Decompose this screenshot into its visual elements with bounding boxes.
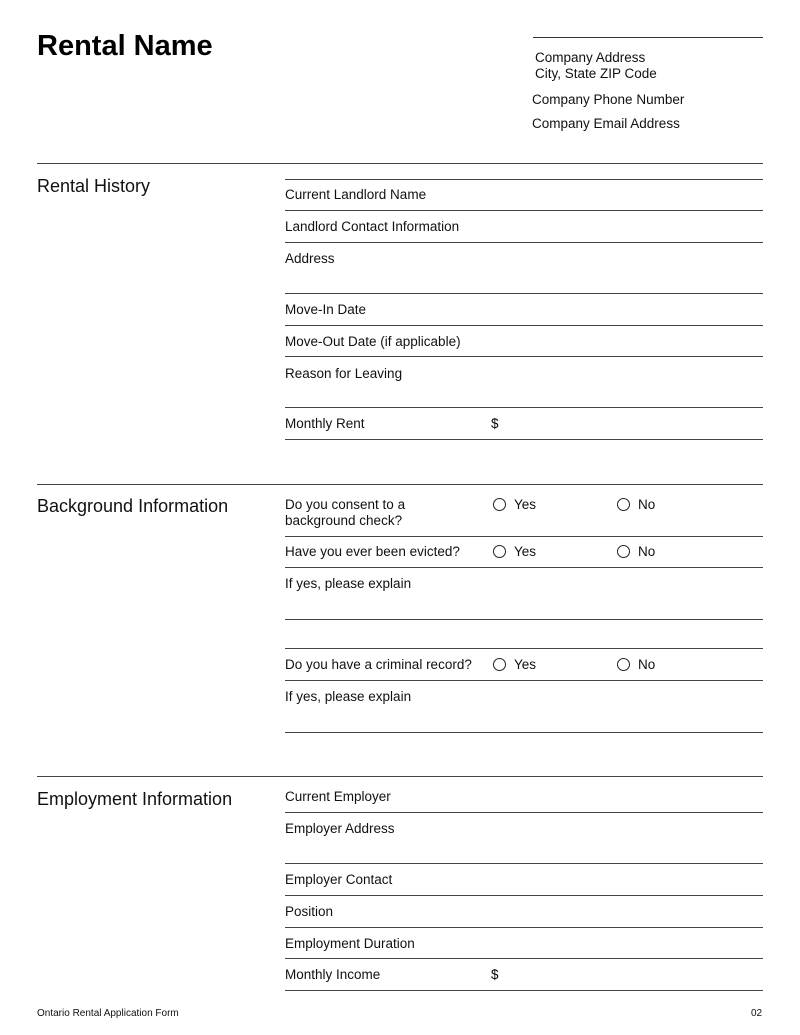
criminal-explain-field[interactable] [285, 732, 763, 733]
reason-field[interactable] [285, 407, 763, 408]
evicted-yes-radio[interactable] [493, 545, 506, 558]
section-divider-employment [37, 776, 763, 777]
section-title-rental-history: Rental History [37, 176, 151, 196]
monthly-rent-field[interactable] [285, 439, 763, 440]
consent-question-line1: Do you consent to a [285, 497, 406, 512]
evicted-question: Have you ever been evicted? [285, 544, 460, 559]
monthly-income-field[interactable] [285, 990, 763, 991]
field-rule [285, 179, 763, 180]
position-label: Position [285, 904, 334, 919]
company-city-state-zip: City, State ZIP Code [535, 66, 657, 81]
position-field[interactable] [285, 927, 763, 928]
duration-label: Employment Duration [285, 936, 415, 951]
consent-yes-label: Yes [514, 497, 537, 512]
section-divider-background [37, 484, 763, 485]
landlord-contact-label: Landlord Contact Information [285, 219, 460, 234]
reason-label: Reason for Leaving [285, 366, 403, 381]
section-title-background: Background Information [37, 496, 229, 516]
section-divider-rental-history [37, 163, 763, 164]
employer-address-field[interactable] [285, 863, 763, 864]
company-email: Company Email Address [532, 116, 680, 131]
monthly-income-currency: $ [491, 967, 499, 982]
criminal-yes-label: Yes [514, 657, 537, 672]
criminal-yes-radio[interactable] [493, 658, 506, 671]
move-out-field[interactable] [285, 356, 763, 357]
address-field[interactable] [285, 293, 763, 294]
address-label: Address [285, 251, 335, 266]
section-title-employment: Employment Information [37, 789, 233, 809]
current-landlord-label: Current Landlord Name [285, 187, 427, 202]
evicted-explain-field[interactable] [285, 619, 763, 620]
evicted-explain-field-2[interactable] [285, 648, 763, 649]
page-title: Rental Name [37, 30, 213, 62]
criminal-no-label: No [638, 657, 656, 672]
employer-contact-label: Employer Contact [285, 872, 393, 887]
employer-contact-field[interactable] [285, 895, 763, 896]
move-in-field[interactable] [285, 325, 763, 326]
field-rule [285, 680, 763, 681]
footer-page-number: 02 [751, 1008, 763, 1019]
current-landlord-field[interactable] [285, 210, 763, 211]
monthly-rent-label: Monthly Rent [285, 416, 365, 431]
company-phone: Company Phone Number [532, 92, 685, 107]
evicted-no-label: No [638, 544, 656, 559]
move-in-label: Move-In Date [285, 302, 367, 317]
field-rule [285, 536, 763, 537]
evicted-explain-label: If yes, please explain [285, 576, 412, 591]
duration-field[interactable] [285, 958, 763, 959]
criminal-question: Do you have a criminal record? [285, 657, 472, 672]
company-address: Company Address [535, 50, 646, 65]
monthly-income-label: Monthly Income [285, 967, 381, 982]
consent-yes-radio[interactable] [493, 498, 506, 511]
field-rule [285, 567, 763, 568]
consent-no-radio[interactable] [617, 498, 630, 511]
evicted-yes-label: Yes [514, 544, 537, 559]
footer-form-name: Ontario Rental Application Form [37, 1008, 179, 1019]
criminal-explain-label: If yes, please explain [285, 689, 412, 704]
employer-address-label: Employer Address [285, 821, 395, 836]
header-divider [533, 37, 763, 38]
criminal-no-radio[interactable] [617, 658, 630, 671]
consent-no-label: No [638, 497, 656, 512]
current-employer-label: Current Employer [285, 789, 391, 804]
current-employer-field[interactable] [285, 812, 763, 813]
evicted-no-radio[interactable] [617, 545, 630, 558]
landlord-contact-field[interactable] [285, 242, 763, 243]
move-out-label: Move-Out Date (if applicable) [285, 334, 461, 349]
monthly-rent-currency: $ [491, 416, 499, 431]
consent-question-line2: background check? [285, 513, 403, 528]
